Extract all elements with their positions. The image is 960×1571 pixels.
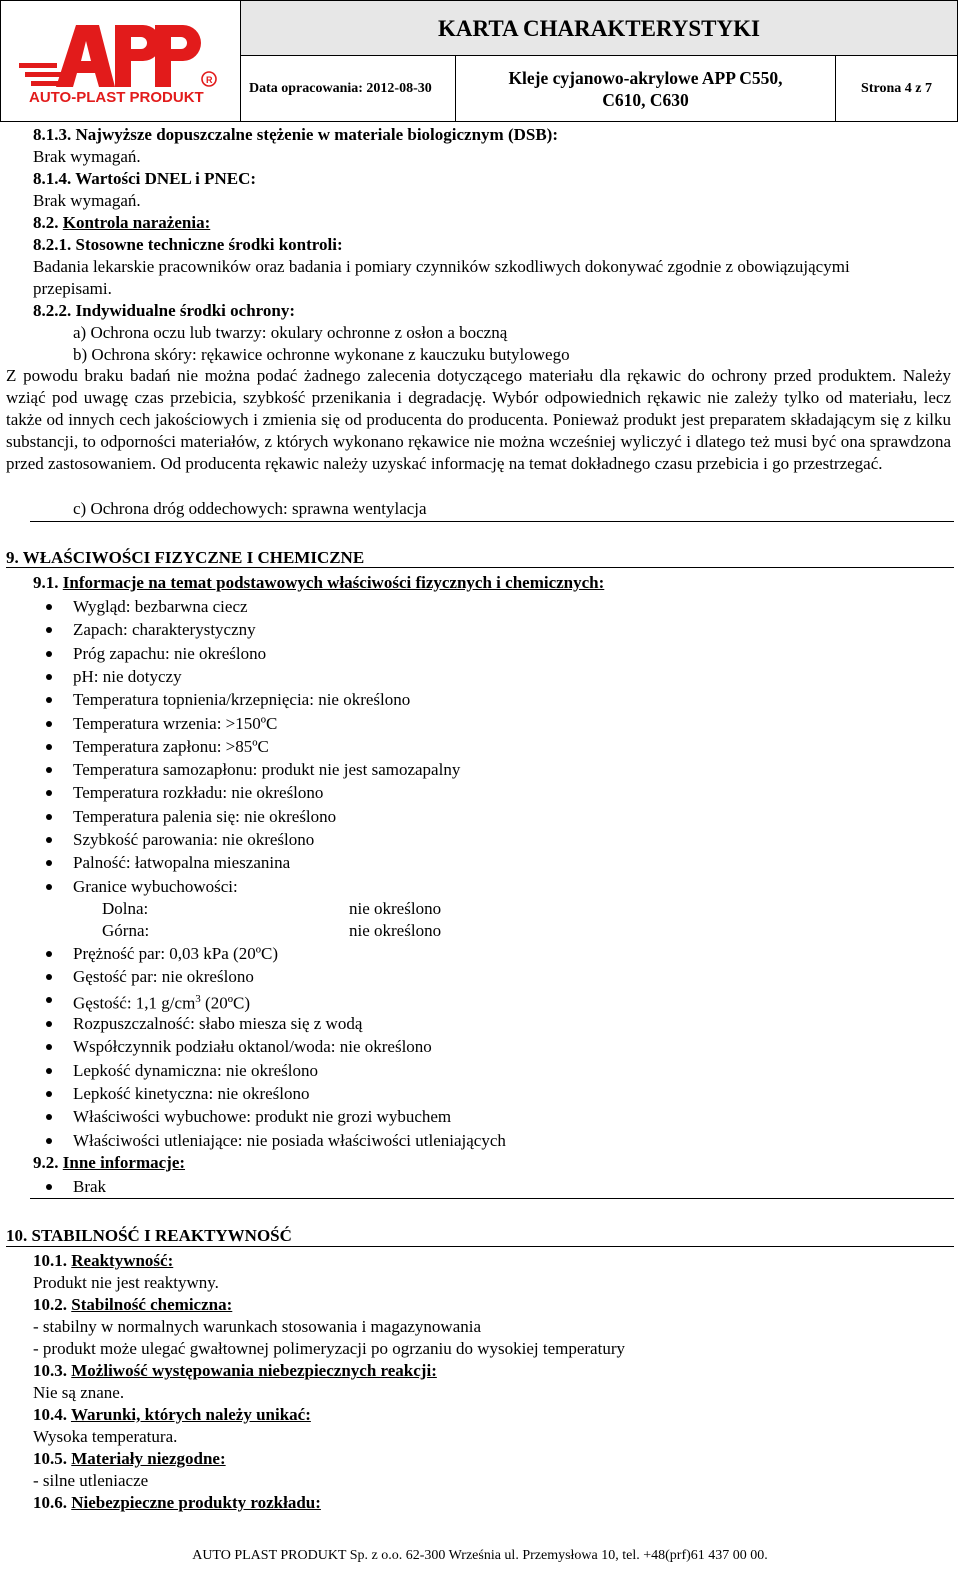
heading-9-2 [33,1152,185,1173]
text-8-1-4: Brak wymagań. [33,191,141,210]
bullet-icon [46,997,52,1003]
list-item: Temperatura zapłonu: >85ºC [73,736,269,756]
explosion-upper-label: Górna: [102,921,150,940]
text-10-2-line1: - stabilny w normalnych warunkach stosowania i magazynowania [33,1317,482,1336]
divider [6,1246,954,1247]
section-9-title: 9. WŁAŚCIWOŚCI FIZYCZNE I CHEMICZNE [6,548,365,567]
heading-8-1-4: 8.1.4. Wartości DNEL i PNEC: [33,169,257,188]
company-logo [1,1,241,121]
section-10-title: 10. STABILNOŚĆ I REAKTYWNOŚĆ [6,1226,292,1245]
list-item: Współczynnik podziału oktanol/woda: nie określono [73,1037,432,1057]
density-superscript: 3 [195,993,201,1005]
heading-number: 9.2. [33,1153,63,1172]
list-item: Granice wybuchowości: [73,876,238,896]
density-text: Gęstość: 1,1 g/cm [73,993,196,1013]
bullet-icon [46,837,52,843]
list-item: Właściwości utleniające: nie posiada właściwości utleniających [73,1130,506,1150]
bullet-icon [46,1184,52,1190]
heading-8-1-3: 8.1.3. Najwyższe dopuszczalne stężenie w materiale biologicznym (DSB): [33,125,559,144]
heading-8-2-1: 8.2.1. Stosowne techniczne środki kontroli: [33,235,343,254]
bullet-icon [46,721,52,727]
heading-10-2 [33,1294,232,1315]
skin-protection: b) Ochrona skóry: rękawice ochronne wykonane z kauczuku butylowego [73,345,570,364]
bullet-icon [46,627,52,633]
heading-number: 10.1. [33,1251,72,1270]
preparation-date: Data opracowania: 2012-08-30 [241,56,456,122]
heading-number: 10.3. [33,1361,72,1380]
heading-10-6 [33,1492,321,1513]
text-10-3: Nie są znane. [33,1383,125,1402]
list-item: Wygląd: bezbarwna ciecz [73,597,248,616]
heading-number: 8.2. [33,213,63,232]
document-header [0,0,958,122]
list-item: pH: nie dotyczy [73,666,182,686]
bullet-icon [46,744,52,750]
text-10-5: - silne utleniacze [33,1471,149,1490]
heading-title: Informacje na temat podstawowych właściwości fizycznych i chemicznych: [62,573,605,592]
heading-number: 10.5. [33,1449,72,1468]
text-10-4: Wysoka temperatura. [33,1427,178,1446]
list-item: Palność: łatwopalna mieszanina [73,853,291,873]
list-item: Lepkość dynamiczna: nie określono [73,1060,319,1080]
svg-text:AUTO-PLAST PRODUKT: AUTO-PLAST PRODUKT [29,89,204,106]
list-item: Szybkość parowania: nie określono [73,830,315,849]
list-item: Rozpuszczalność: słabo miesza się z wodą [73,1014,363,1033]
divider [30,521,954,522]
bullet-icon [46,767,52,773]
bullet-icon [46,1091,52,1097]
list-item: Temperatura wrzenia: >150ºC [73,713,278,733]
bullet-icon [46,1068,52,1074]
divider [6,567,954,568]
text-10-1: Produkt nie jest reaktywny. [33,1273,219,1292]
bullet-icon [46,974,52,980]
heading-title: Kontrola narażenia: [62,213,211,232]
heading-number: 9.1. [33,573,63,592]
heading-title: Warunki, których należy unikać: [70,1405,311,1424]
bullet-icon [46,651,52,657]
heading-number: 10.2. [33,1295,72,1314]
list-item [73,989,250,1014]
list-item: Temperatura palenia się: nie określono [73,806,337,826]
heading-8-2-2: 8.2.2. Indywidualne środki ochrony: [33,301,295,320]
list-item: Temperatura rozkładu: nie określono [73,783,324,803]
list-item: Próg zapachu: nie określono [73,643,267,663]
gloves-paragraph: Z powodu braku badań nie można podać żadnego zalecenia dotyczącego materiału dla rękawic do ochrony przed produktem. Należy wziąć pod uwagę czas przebicia, szybkość przenikania i degradację. Wybór odpowiednich rękawic nie zależy tylko od materiału, lecz także od innych cech jakościowych i zmienia się od producenta do producenta. Ponieważ produkt jest preparatem składającym się z kilku substancji, to odporności materiałów, z których wykonano rękawice nie można wcześniej wyliczyć i dlatego też musi być ona sprawdzona przed zastosowaniem. Od producenta rękawic należy uzyskać informację na temat dokładnego czasu przebicia i go przestrzegać. [6,366,951,473]
heading-title: Materiały niezgodne: [71,1449,226,1468]
bullet-icon [46,951,52,957]
bullet-icon [46,1021,52,1027]
text-8-2-1-line2: przepisami. [33,279,112,298]
eye-protection: a) Ochrona oczu lub twarzy: okulary ochronne z osłon a boczną [73,323,508,342]
text-9-2: Brak [73,1177,107,1196]
heading-title: Możliwość występowania niebezpiecznych reakcji: [71,1361,437,1380]
list-item: Zapach: charakterystyczny [73,620,256,640]
bullet-icon [46,814,52,820]
respiratory-protection: c) Ochrona dróg oddechowych: sprawna wentylacja [73,499,427,518]
bullet-icon [46,1044,52,1050]
text-10-2-line2: - produkt może ulegać gwałtownej polimeryzacji po ogrzaniu do wysokiej temperatury [33,1339,625,1358]
heading-10-5 [33,1448,226,1469]
list-item: Lepkość kinetyczna: nie określono [73,1083,310,1103]
page-footer: AUTO PLAST PRODUKT Sp. z o.o. 62-300 Września ul. Przemysłowa 10, tel. +48(prf)61 437 00 00. [192,1548,768,1563]
heading-title: Inne informacje: [62,1153,186,1172]
list-item: Gęstość par: nie określono [73,967,254,987]
text-8-2-1-line1: Badania lekarskie pracowników oraz badania i pomiary czynników szkodliwych dokonywać zgodnie z obowiązującymi [33,257,850,276]
app-logo-icon [1,1,239,119]
divider [30,1198,954,1199]
heading-8-2 [33,212,210,233]
heading-title: Reaktywność: [71,1251,174,1270]
list-item: Temperatura topnienia/krzepnięcia: nie określono [73,690,411,710]
bullet-icon [46,674,52,680]
heading-10-4 [33,1404,311,1425]
explosion-lower-value: nie określono [349,899,442,918]
bullet-icon [46,860,52,866]
bullet-icon [46,1138,52,1144]
heading-9-1 [33,572,604,593]
bullet-icon [46,697,52,703]
list-item: Temperatura samozapłonu: produkt nie jest samozapalny [73,760,461,780]
bullet-icon [46,604,52,610]
list-item: Prężność par: 0,03 kPa (20ºC) [73,944,278,963]
heading-10-3 [33,1360,437,1381]
explosion-upper-value: nie określono [349,921,442,940]
explosion-lower-label: Dolna: [102,899,149,918]
product-name [456,56,836,122]
bullet-icon [46,790,52,796]
heading-title: Niebezpieczne produkty rozkładu: [71,1493,321,1512]
heading-number: 10.6. [33,1493,72,1512]
product-name-line1: Kleje cyjanowo-akrylowe APP C550, [508,68,783,88]
svg-text:R: R [206,75,213,85]
density-text-2: (20ºC) [200,993,250,1013]
heading-title: Stabilność chemiczna: [71,1295,233,1314]
product-name-line2: C610, C630 [602,90,689,110]
heading-number: 10.4. [33,1405,71,1424]
list-item: Właściwości wybuchowe: produkt nie grozi wybuchem [73,1107,452,1127]
page-number: Strona 4 z 7 [861,81,932,96]
document-title: KARTA CHARAKTERYSTYKI [241,1,957,56]
text-8-1-3: Brak wymagań. [33,147,141,166]
bullet-icon [46,1114,52,1120]
heading-10-1 [33,1250,173,1271]
bullet-icon [46,884,52,890]
